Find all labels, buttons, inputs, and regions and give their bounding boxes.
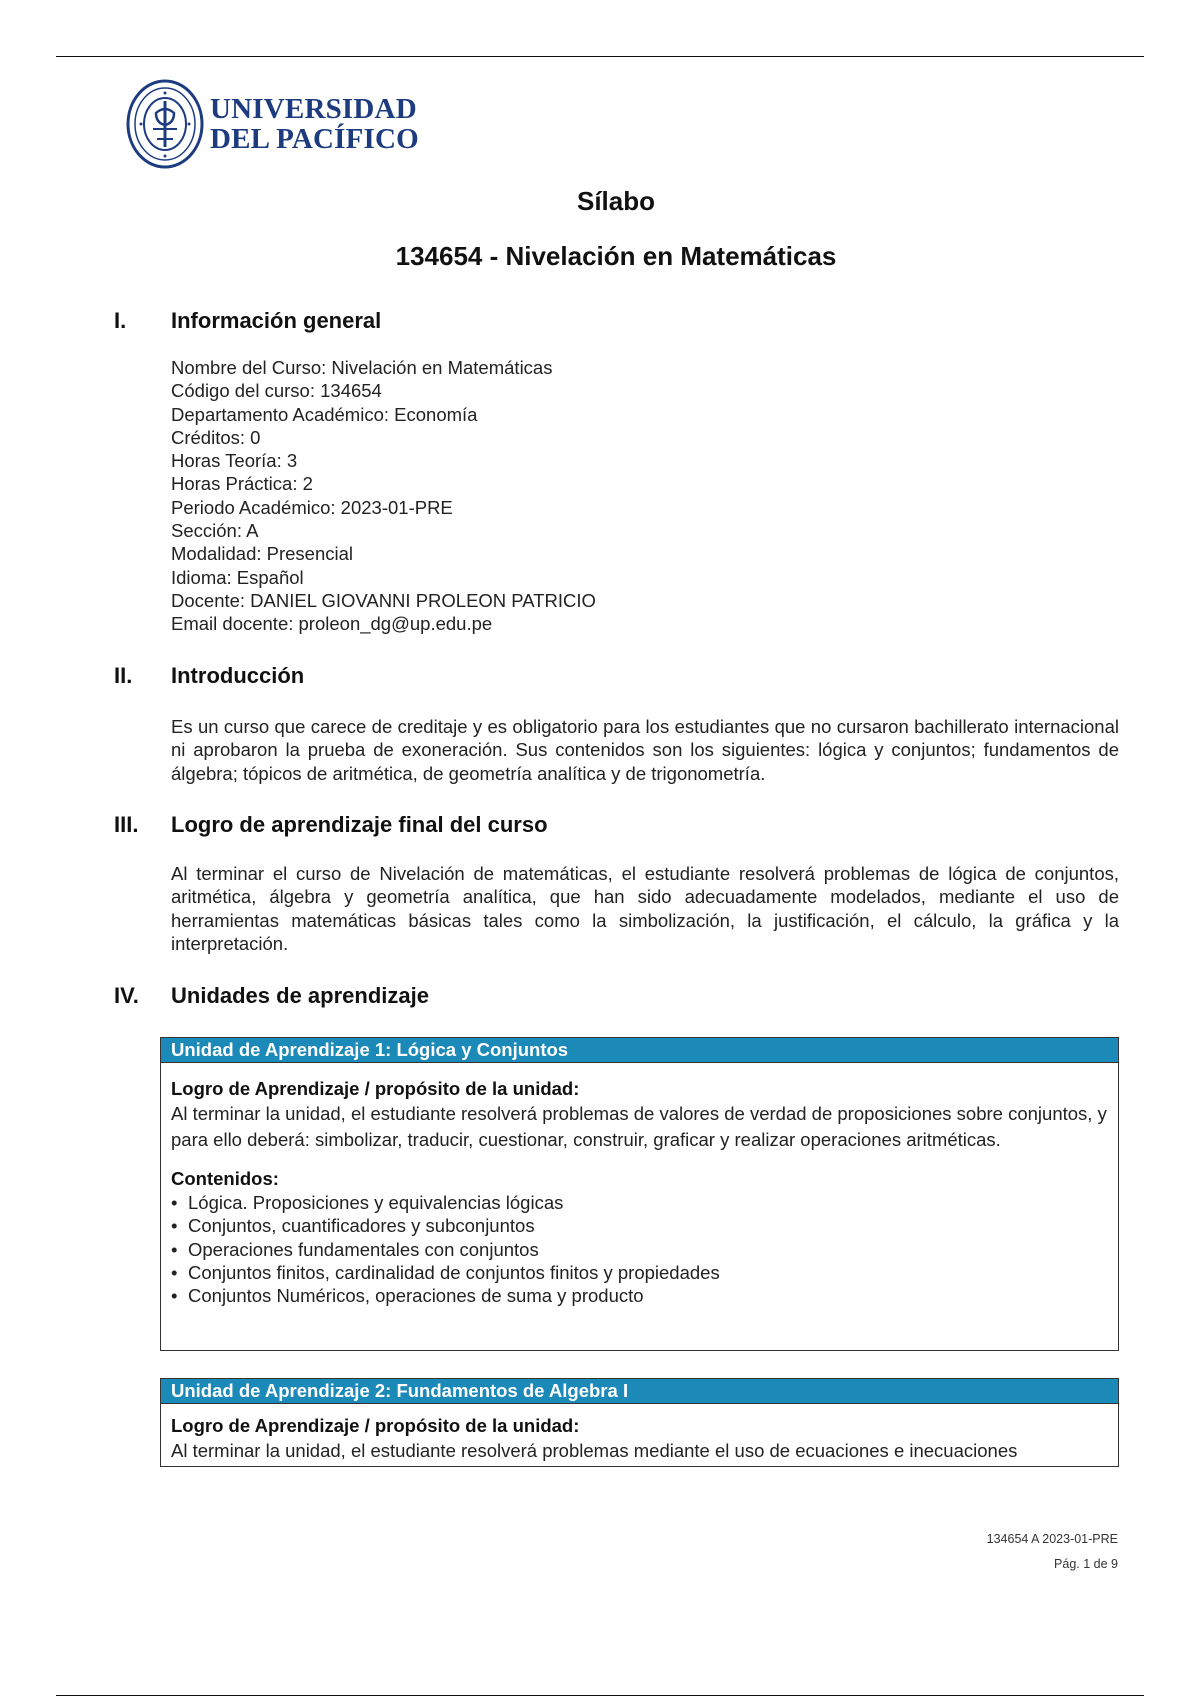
bottom-rule	[56, 1695, 1144, 1696]
info-course-name: Nombre del Curso: Nivelación en Matemáticas	[171, 357, 553, 378]
info-academic-period: Periodo Académico: 2023-01-PRE	[171, 496, 453, 518]
info-instructor: Docente: DANIEL GIOVANNI PROLEON PATRICIO	[171, 589, 596, 611]
unit-box-2	[160, 1378, 1119, 1467]
university-name-line2: DEL PACÍFICO	[210, 123, 419, 155]
top-rule	[56, 56, 1144, 57]
footer-page-number: Pág. 1 de 9	[1054, 1557, 1118, 1571]
section-heading-general-info	[114, 308, 381, 334]
section-heading-learning-units	[114, 983, 429, 1009]
course-title: 134654 - Nivelación en Matemáticas	[395, 241, 837, 271]
unit-contents-label: Contenidos:	[171, 1168, 279, 1189]
document-title: Sílabo	[576, 186, 655, 216]
info-course-code: Código del curso: 134654	[171, 380, 382, 402]
introduction-paragraph: Es un curso que carece de creditaje y es obligatorio para los estudiantes que no cursaron bachillerato internacional ni aprobaron la prueba de exoneración. Sus contenidos son los siguientes: lógica y conjuntos; fundamentos de álgebra; tópicos de aritmética, de geometría analítica y de trigonometría.	[171, 716, 1119, 784]
section-title: Introducción	[171, 663, 305, 688]
unit-box-1	[160, 1037, 1119, 1351]
info-department: Departamento Académico: Economía	[171, 403, 478, 425]
section-number: II.	[114, 663, 133, 688]
unit-outcome-label: Logro de Aprendizaje / propósito de la unidad:	[171, 1415, 580, 1436]
info-modality: Modalidad: Presencial	[171, 543, 354, 565]
info-credits: Créditos: 0	[171, 426, 261, 448]
unit-header: Unidad de Aprendizaje 2: Fundamentos de Algebra I	[161, 1379, 1118, 1404]
unit-body	[161, 1404, 1118, 1467]
section-heading-final-outcome	[114, 812, 548, 838]
unit-outcome-text: Al terminar la unidad, el estudiante resolverá problemas mediante el uso de ecuaciones e inecuaciones	[171, 1440, 1018, 1461]
unit-outcome-text: Al terminar la unidad, el estudiante resolverá problemas de valores de verdad de proposiciones sobre conjuntos, y para ello deberá: simbolizar, traducir, cuestionar, construir, graficar y realizar operaciones aritméticas.	[171, 1103, 1107, 1150]
info-section: Sección: A	[171, 520, 259, 542]
final-outcome-paragraph: Al terminar el curso de Nivelación de matemáticas, el estudiante resolverá problemas de lógica de conjuntos, aritmética, álgebra y geometría analítica, que han sido adecuadamente modelados, mediante el uso de herramientas matemáticas básicas tales como la simbolización, la justificación, el cálculo, la gráfica y la interpretación.	[171, 863, 1119, 954]
section-title: Información general	[171, 308, 382, 333]
university-name-line1: UNIVERSIDAD	[210, 93, 417, 125]
university-seal-icon	[126, 79, 204, 169]
section-title: Unidades de aprendizaje	[171, 983, 429, 1008]
section-number: I.	[114, 308, 127, 333]
info-instructor-email: Email docente: proleon_dg@up.edu.pe	[171, 613, 493, 635]
unit-content-item: • Conjuntos finitos, cardinalidad de conjuntos finitos y propiedades	[171, 1261, 1108, 1284]
general-info-list	[171, 356, 596, 636]
unit-content-item: • Conjuntos Numéricos, operaciones de suma y producto	[171, 1284, 1108, 1307]
footer-course-code: 134654 A 2023-01-PRE	[986, 1532, 1118, 1546]
unit-contents-list	[171, 1191, 1108, 1307]
unit-body	[161, 1063, 1118, 1317]
info-practice-hours: Horas Práctica: 2	[171, 473, 313, 495]
section-heading-introduction	[114, 663, 304, 689]
unit-header: Unidad de Aprendizaje 1: Lógica y Conjuntos	[161, 1038, 1118, 1063]
section-title: Logro de aprendizaje final del curso	[171, 812, 548, 837]
info-theory-hours: Horas Teoría: 3	[171, 450, 298, 472]
section-number: IV.	[114, 983, 139, 1008]
info-language: Idioma: Español	[171, 566, 304, 588]
unit-content-item: • Conjuntos, cuantificadores y subconjuntos	[171, 1214, 1108, 1237]
university-name	[210, 94, 419, 154]
unit-outcome-label: Logro de Aprendizaje / propósito de la unidad:	[171, 1078, 580, 1099]
university-logo	[126, 74, 419, 174]
unit-content-item: • Operaciones fundamentales con conjuntos	[171, 1238, 1108, 1261]
section-number: III.	[114, 812, 139, 837]
unit-content-item: • Lógica. Proposiciones y equivalencias lógicas	[171, 1191, 1108, 1214]
